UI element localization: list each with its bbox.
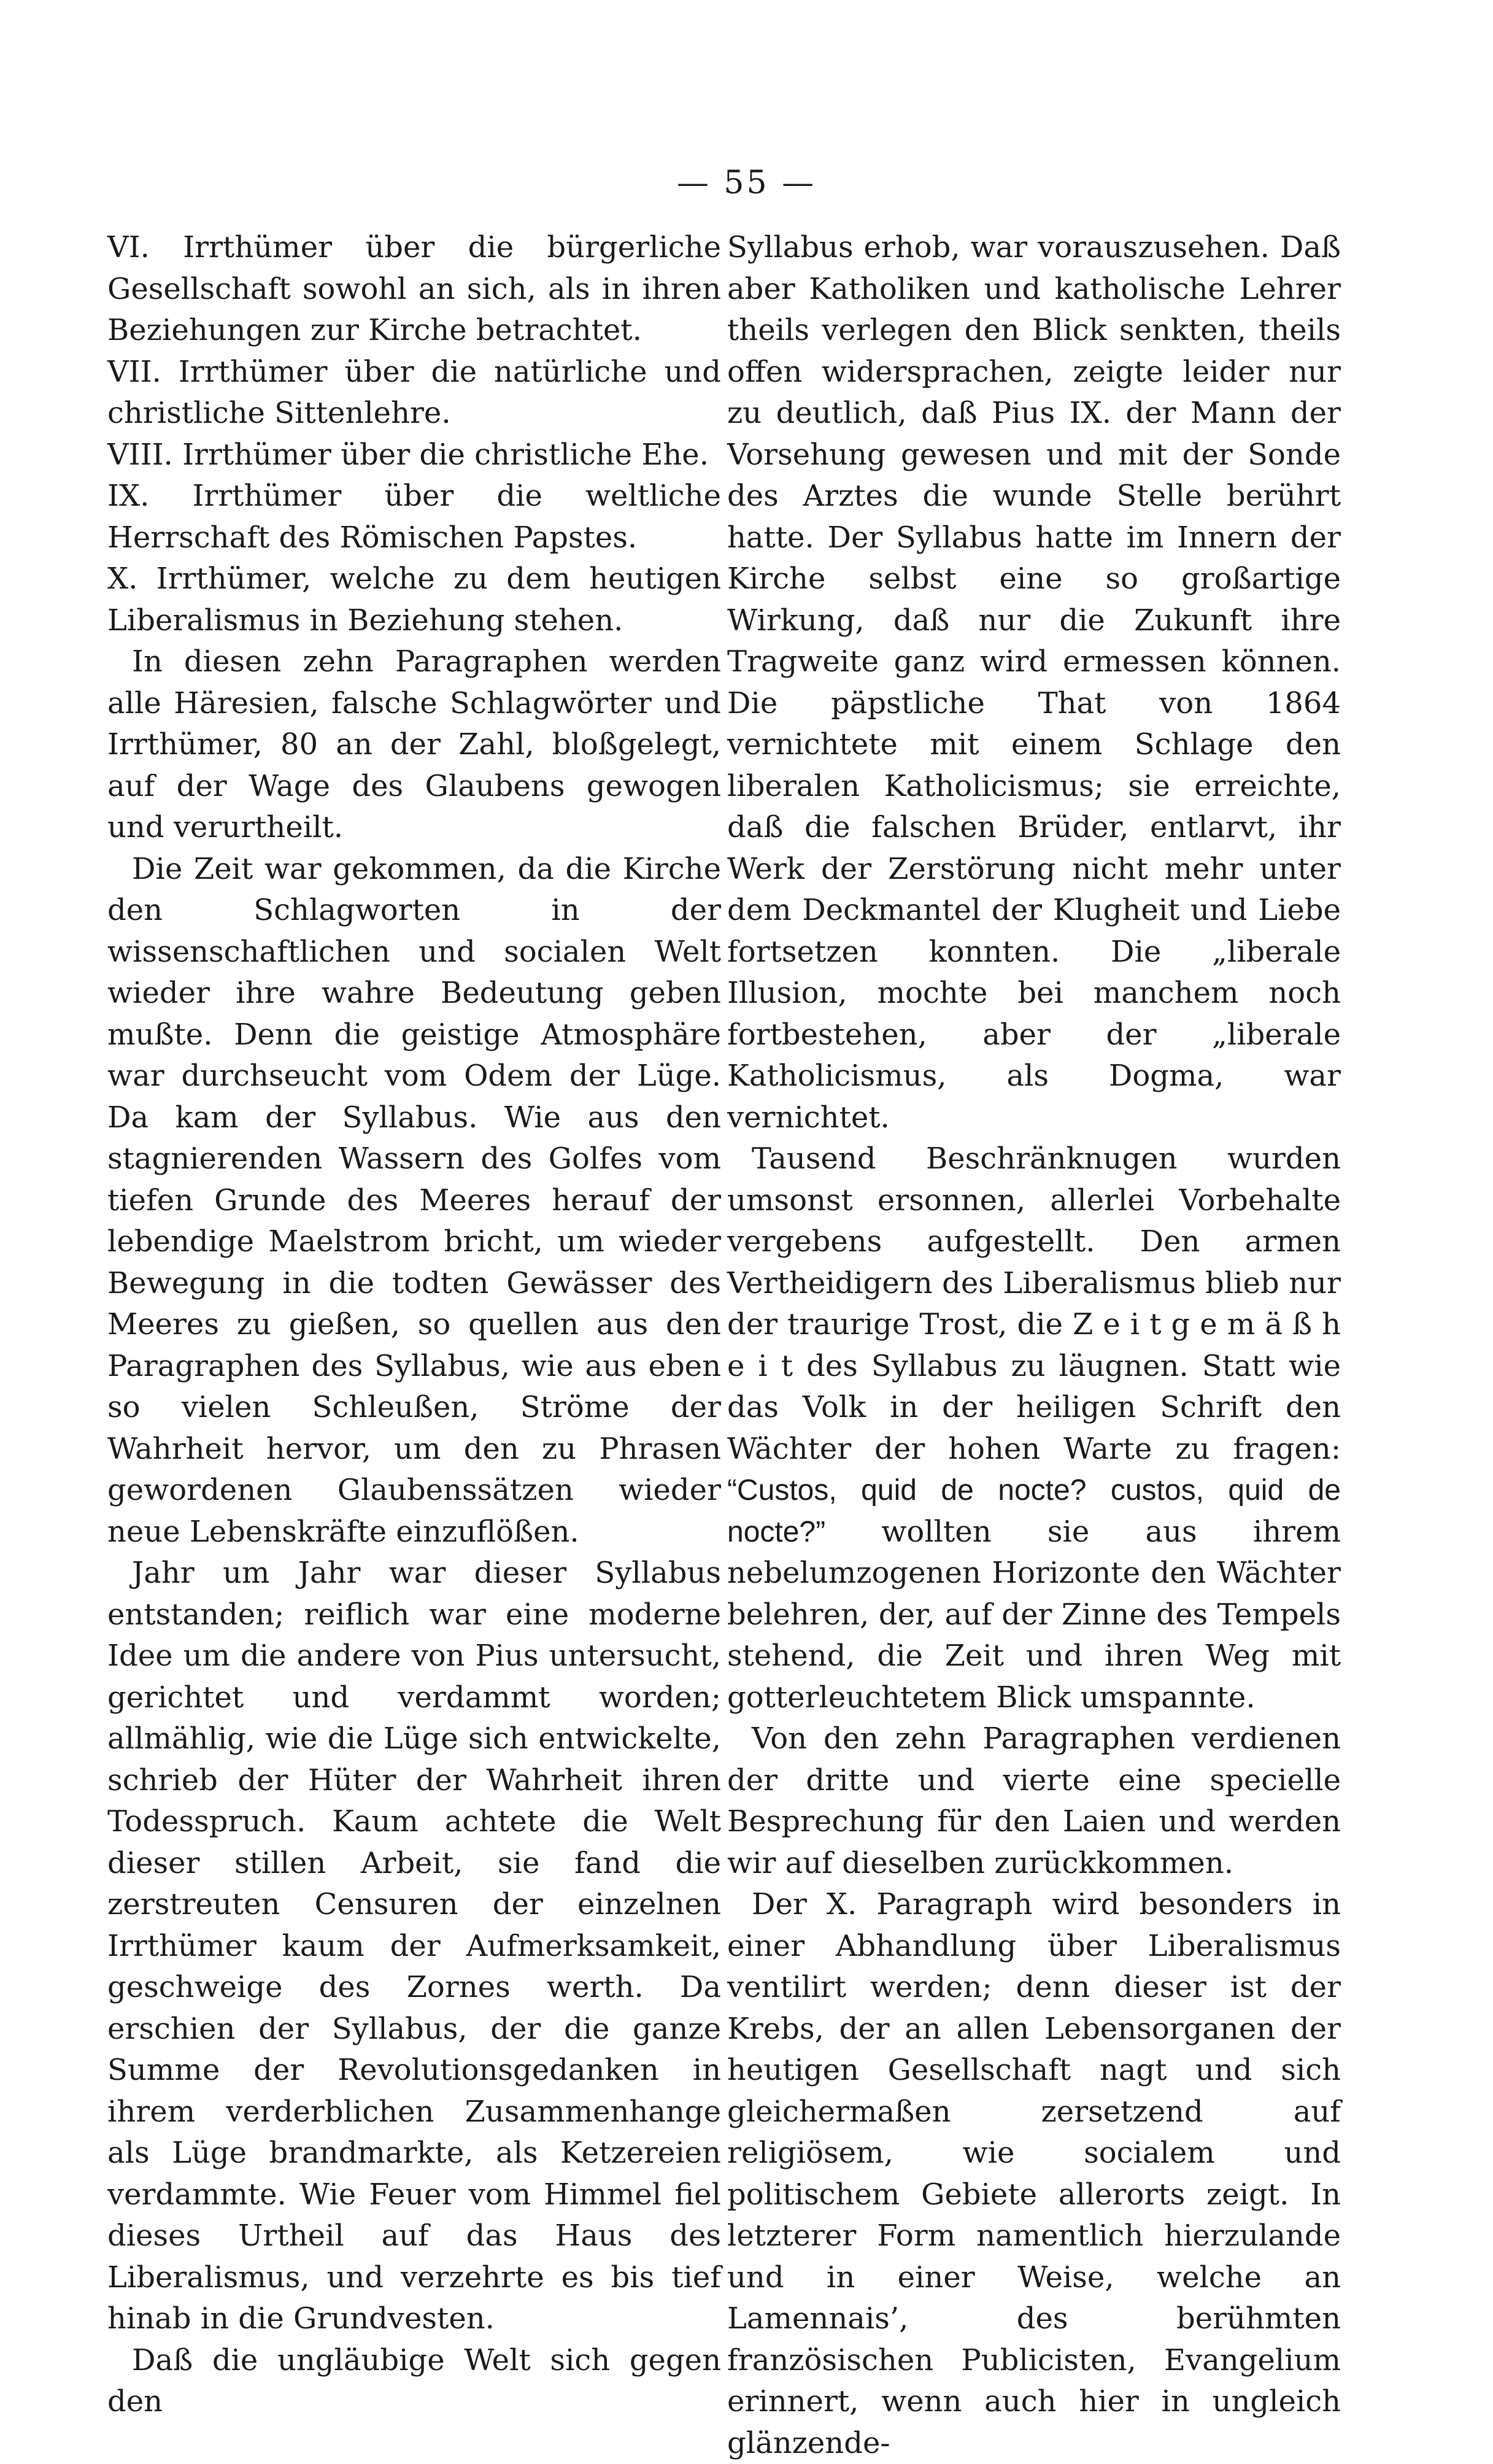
right-column	[727, 227, 1341, 2464]
paragraph: Jahr um Jahr war dieser Syllabus entstanden; reiflich war eine moderne Idee um die andere von Pius untersucht, gerichtet und verdammt worden; allmählig, wie die Lüge sich entwickelte, schrieb der Hüter der Wahrheit ihren Todesspruch. Kaum achtete die Welt dieser stillen Arbeit, sie fand die zerstreuten Censuren der einzelnen Irrthümer kaum der Aufmerksamkeit, geschweige des Zornes werth. Da erschien der Syllabus, der die ganze Summe der Revolutionsgedanken in ihrem verderblichen Zusammenhange als Lüge brandmarkte, als Ketzereien verdammte. Wie Feuer vom Himmel fiel dieses Urtheil auf das Haus des Liberalismus, und verzehrte es bis tief hinab in die Grundvesten.	[107, 1556, 721, 2336]
list-item-vii: VII. Irrthümer über die natürliche und christliche Sittenlehre.	[107, 354, 721, 430]
list-item-vi: VI. Irrthümer über die bürgerliche Gesellschaft sowohl an sich, als in ihren Beziehungen zur Kirche betrachtet.	[107, 230, 721, 347]
paragraph-text: Tausend Beschränknugen wurden umsonst ersonnen, allerlei Vorbehalte vergebens aufgestellt. Den armen Vertheidigern des Liberalismus blieb nur der traurige Trost, die Z e i t g e m ä ß h e i t des Syllabus zu läugnen. Statt wie das Volk in der heiligen Schrift den Wächter der hohen Warte zu fragen:	[727, 1141, 1341, 1466]
paragraph: Der X. Paragraph wird besonders in einer Abhandlung über Liberalismus ventilirt werden; denn dieser ist der Krebs, der an allen Lebensorganen der heutigen Gesellschaft nagt und sich gleichermaßen zersetzend auf religiösem, wie socialem und politischem Gebiete allerorts zeigt. In letzterer Form namentlich hierzulande und in einer Weise, welche an Lamennais’, des berühmten französischen Publicisten, Evangelium erinnert, wenn auch hier in ungleich glänzende-	[727, 1887, 1341, 2460]
paragraph-continued: Syllabus erhob, war vorauszusehen. Daß aber Katholiken und katholische Lehrer theils verlegen den Blick senkten, theils offen widersprachen, zeigte leider nur zu deutlich, daß Pius IX. der Mann der Vorsehung gewesen und mit der Sonde des Arztes die wunde Stelle berührt hatte. Der Syllabus hatte im Innern der Kirche selbst eine so großartige Wirkung, daß nur die Zukunft ihre Tragweite ganz wird ermessen können. Die päpstliche That von 1864 vernichtete mit einem Schlage den liberalen Katholicismus; sie erreichte, daß die falschen Brüder, entlarvt, ihr Werk der Zerstörung nicht mehr unter dem Deckmantel der Klugheit und Liebe fortsetzen konnten. Die „liberale Illusion, mochte bei manchem noch fortbestehen, aber der „liberale Katholicismus, als Dogma, war vernichtet.	[727, 230, 1341, 1135]
paragraph: Die Zeit war gekommen, da die Kirche den Schlagworten in der wissenschaftlichen und socialen Welt wieder ihre wahre Bedeutung geben mußte. Denn die geistige Atmosphäre war durchseucht vom Odem der Lüge. Da kam der Syllabus. Wie aus den stagnierenden Wassern des Golfes vom tiefen Grunde des Meeres herauf der lebendige Maelstrom bricht, um wieder Bewegung in die todten Gewässer des Meeres zu gießen, so quellen aus den Paragraphen des Syllabus, wie aus eben so vielen Schleußen, Ströme der Wahrheit hervor, um den zu Phrasen gewordenen Glaubenssätzen wieder neue Lebenskräfte einzuflößen.	[107, 851, 721, 1549]
list-item-ix: IX. Irrthümer über die weltliche Herrschaft des Römischen Papstes.	[107, 479, 721, 555]
paragraph-text: wollten sie aus ihrem nebelumzogenen Horizonte den Wächter belehren, der, auf der Zinne des Tempels stehend, die Zeit und ihren Weg mit gotterleuchtetem Blick umspannte.	[727, 1514, 1341, 1715]
list-item-viii: VIII. Irrthümer über die christliche Ehe.	[107, 437, 709, 472]
paragraph: In diesen zehn Paragraphen werden alle Häresien, falsche Schlagwörter und Irrthümer, 80 an der Zahl, bloßgelegt, auf der Wage des Glaubens gewogen und verurtheilt.	[107, 644, 721, 844]
paragraph: Daß die ungläubige Welt sich gegen den	[107, 2342, 721, 2419]
paragraph: Von den zehn Paragraphen verdienen der dritte und vierte eine specielle Besprechung für den Laien und werden wir auf dieselben zurückkommen.	[727, 1721, 1341, 1880]
page-number: — 55 —	[676, 164, 817, 201]
paragraph	[727, 1138, 1341, 1718]
left-column	[107, 227, 721, 2423]
latin-quote: “Custos, quid de nocte? custos, quid de nocte?”	[727, 1474, 1341, 1548]
list-item-x: X. Irrthümer, welche zu dem heutigen Liberalismus in Beziehung stehen.	[107, 562, 721, 638]
